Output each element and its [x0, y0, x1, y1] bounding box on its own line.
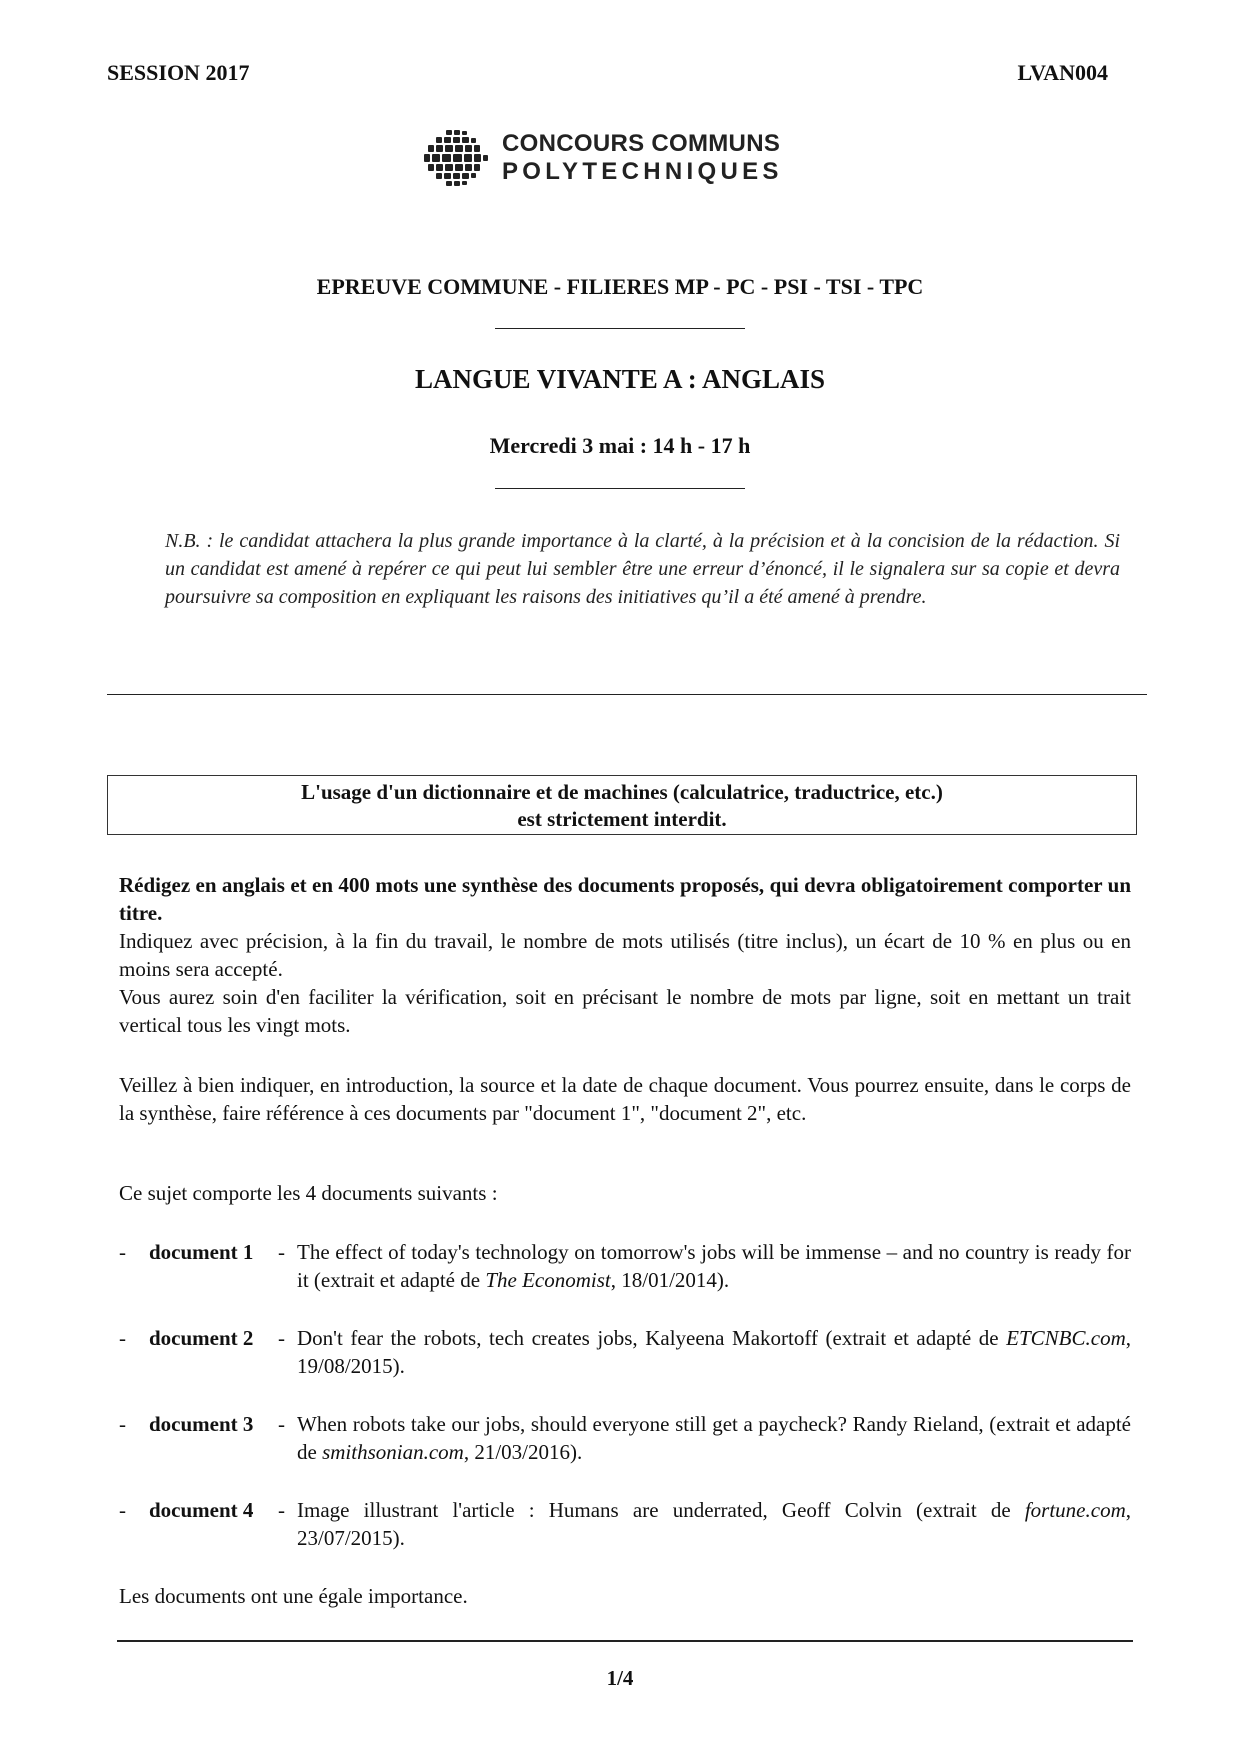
document-text [297, 1238, 1131, 1294]
document-label: document 3 [149, 1412, 254, 1436]
label-separator: - [278, 1326, 285, 1350]
list-dash: - [119, 1326, 126, 1350]
logo-line1: CONCOURS COMMUNS [502, 130, 781, 157]
document-date: , 23/07/2015). [297, 1498, 1131, 1550]
notice-line1: L'usage d'un dictionnaire et de machines (calculatrice, traductrice, etc.) [301, 780, 943, 804]
long-divider [107, 694, 1147, 695]
nb-note: N.B. : le candidat attachera la plus grande importance à la clarté, à la précision et à la concision de la rédaction. Si un candidat est amené à repérer ce qui peut lui sembler être une erreur d’énoncé, il le signalera sur sa copie et devra poursuivre sa composition en expliquant les raisons des initiatives qu’il a été amené à prendre. [165, 530, 1120, 608]
notice-line2: est strictement interdit. [517, 807, 727, 831]
document-source: ETCNBC.com [1006, 1326, 1126, 1350]
exam-code: LVAN004 [1017, 60, 1108, 85]
notice-box [107, 775, 1137, 835]
document-title: Image illustrant l'article : Humans are underrated, Geoff Colvin (extrait de [297, 1498, 1025, 1522]
instructions-p1: Indiquez avec précision, à la fin du travail, le nombre de mots utilisés (titre inclus), un écart de 10 % en plus ou en moins sera accepté. [119, 929, 1131, 981]
list-dash: - [119, 1498, 126, 1522]
document-text [297, 1410, 1131, 1466]
document-date: , 19/08/2015). [297, 1326, 1131, 1378]
footer-divider [117, 1640, 1133, 1642]
logo [420, 128, 840, 188]
document-label: document 1 [149, 1240, 254, 1264]
document-source: smithsonian.com [322, 1440, 464, 1464]
document-text [297, 1324, 1131, 1380]
logo-line2: POLYTECHNIQUES [502, 158, 783, 185]
instructions-p3: Veillez à bien indiquer, en introduction, la source et la date de chaque document. Vous pourrez ensuite, dans le corps de la synthèse, faire référence à ces documents par "document 1", "document 2", etc. [119, 1073, 1131, 1125]
session-label: SESSION 2017 [107, 60, 250, 85]
document-title: Don't fear the robots, tech creates jobs, Kalyeena Makortoff (extrait et adapté de [297, 1326, 1007, 1350]
document-label: document 4 [149, 1498, 254, 1522]
document-date: , 18/01/2014). [610, 1268, 730, 1292]
instructions-bold: Rédigez en anglais et en 400 mots une synthèse des documents proposés, qui devra obligatoirement comporter un titre. [119, 873, 1131, 925]
list-dash: - [119, 1240, 126, 1264]
document-date: , 21/03/2016). [463, 1440, 583, 1464]
epreuve-title: EPREUVE COMMUNE - FILIERES MP - PC - PSI - TSI - TPC [316, 274, 924, 299]
document-title: When robots take our jobs, should everyone still get a paycheck? Randy Rieland, (extrait et adapté de [297, 1412, 1131, 1464]
document-text [297, 1496, 1131, 1552]
list-dash: - [119, 1412, 126, 1436]
short-divider [495, 328, 745, 329]
document-label: document 2 [149, 1326, 254, 1350]
document-title: The effect of today's technology on tomorrow's jobs will be immense – and no country is ready for it (extrait et adapté de [297, 1240, 1131, 1292]
globe-grid-icon [420, 128, 492, 188]
exam-date: Mercredi 3 mai : 14 h - 17 h [489, 433, 751, 458]
label-separator: - [278, 1412, 285, 1436]
page-number: 1/4 [606, 1666, 634, 1690]
closing-note: Les documents ont une égale importance. [119, 1584, 468, 1608]
subject-title: LANGUE VIVANTE A : ANGLAIS [414, 364, 826, 394]
instructions-p4: Ce sujet comporte les 4 documents suivants : [119, 1181, 498, 1205]
document-source: The Economist [485, 1268, 611, 1292]
label-separator: - [278, 1498, 285, 1522]
document-source: fortune.com [1024, 1498, 1126, 1522]
label-separator: - [278, 1240, 285, 1264]
instructions-p2: Vous aurez soin d'en faciliter la vérification, soit en précisant le nombre de mots par ligne, soit en mettant un trait vertical tous les vingt mots. [119, 985, 1131, 1037]
short-divider [495, 488, 745, 489]
